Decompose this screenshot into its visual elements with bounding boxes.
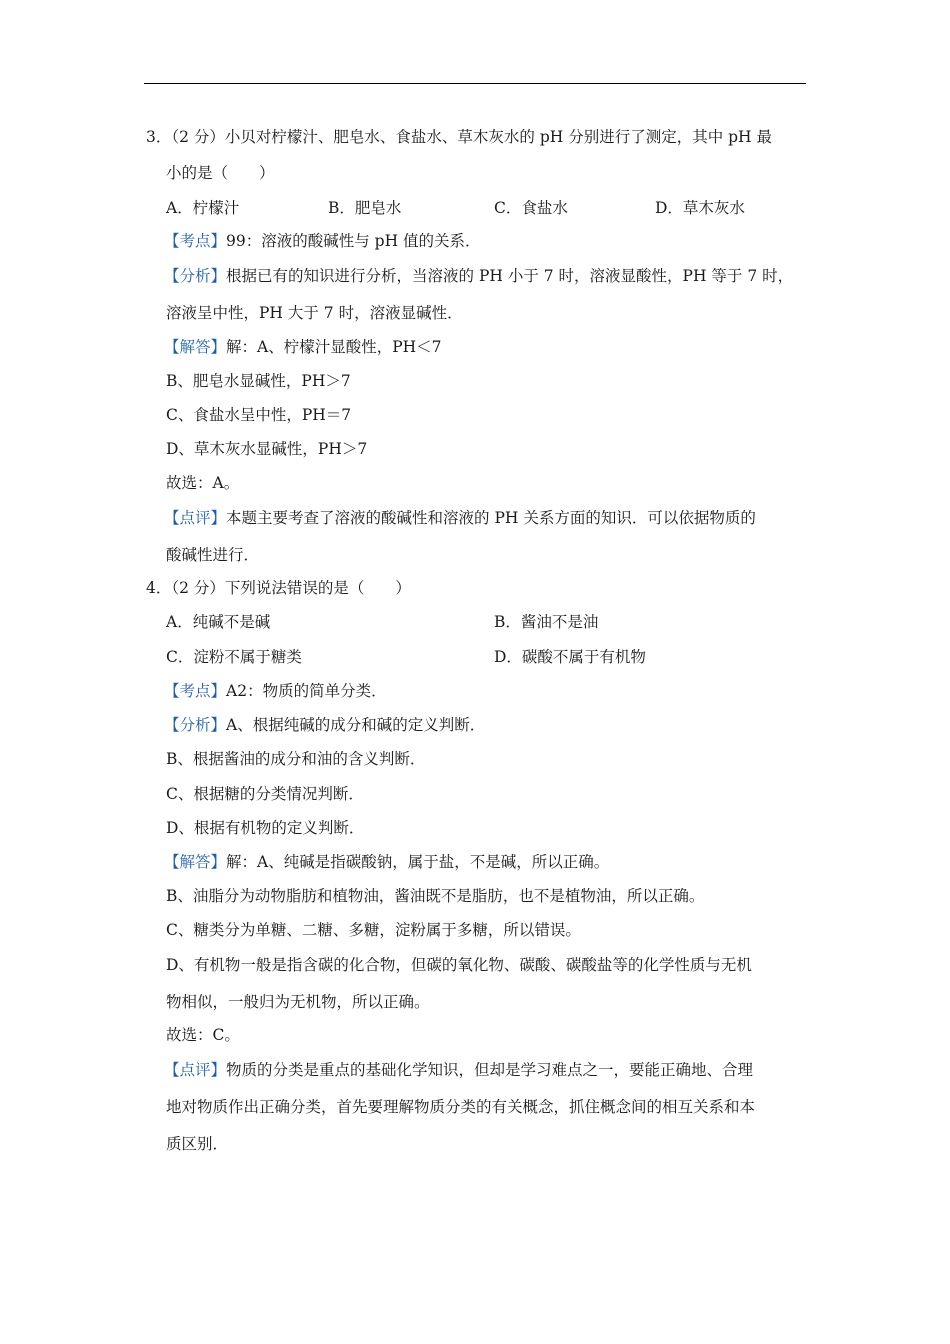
q3-dianping-line2: 酸碱性进行． xyxy=(166,546,260,564)
q3-jieda-line4: D、草木灰水显碱性，PH＞7 xyxy=(166,440,368,458)
jieda-tag: 【解答】 xyxy=(164,338,227,356)
q4-option-c: C．淀粉不属于糖类 xyxy=(166,648,302,666)
q4-dianping-line1 xyxy=(164,1060,753,1080)
q3-option-a: A．柠檬汁 xyxy=(166,199,240,217)
fenxi-tag: 【分析】 xyxy=(164,267,227,285)
fenxi-tag: 【分析】 xyxy=(164,716,227,734)
q3-jieda-line1 xyxy=(164,337,442,357)
dianping-tag: 【点评】 xyxy=(164,509,227,527)
q3-fenxi-line1 xyxy=(164,266,793,286)
q3-jieda-line2: B、肥皂水显碱性，PH＞7 xyxy=(166,372,351,390)
q3-answer: 故选：A。 xyxy=(166,474,240,492)
jieda-text: 解：A、柠檬汁显酸性，PH＜7 xyxy=(226,338,442,356)
q4-option-a: A．纯碱不是碱 xyxy=(166,613,271,631)
q4-stem: 4．（2 分）下列说法错误的是（ ） xyxy=(146,579,411,597)
kaodian-tag: 【考点】 xyxy=(164,682,227,700)
jieda-text: 解：A、纯碱是指碳酸钠，属于盐，不是碱，所以正确。 xyxy=(226,853,610,871)
q4-fenxi-line1 xyxy=(164,715,485,735)
dianping-text: 本题主要考查了溶液的酸碱性和溶液的 PH 关系方面的知识．可以依据物质的 xyxy=(226,509,756,527)
q3-fenxi-line2: 溶液呈中性，PH 大于 7 时，溶液显碱性． xyxy=(166,304,463,322)
q4-option-d: D．碳酸不属于有机物 xyxy=(494,648,646,666)
q4-dianping-line3: 质区别． xyxy=(166,1135,229,1153)
kaodian-text: 99：溶液的酸碱性与 pH 值的关系． xyxy=(226,232,481,250)
q4-jieda-line1 xyxy=(164,852,609,872)
kaodian-tag: 【考点】 xyxy=(164,232,227,250)
q4-fenxi-line3: C、根据糖的分类情况判断． xyxy=(166,785,364,803)
fenxi-text: A、根据纯碱的成分和碱的定义判断． xyxy=(226,716,486,734)
q3-kaodian xyxy=(164,231,481,251)
q3-dianping-line1 xyxy=(164,508,756,528)
q4-fenxi-line2: B、根据酱油的成分和油的含义判断． xyxy=(166,750,426,768)
q3-stem-line2: 小的是（ ） xyxy=(166,164,275,182)
q4-kaodian xyxy=(164,681,387,701)
q4-answer: 故选：C。 xyxy=(166,1026,240,1044)
q4-option-b: B．酱油不是油 xyxy=(494,613,599,631)
q3-option-b: B．肥皂水 xyxy=(328,199,402,217)
q4-jieda-line4: D、有机物一般是指含碳的化合物，但碳的氧化物、碳酸、碳酸盐等的化学性质与无机 xyxy=(166,956,752,974)
q4-jieda-line5: 物相似，一般归为无机物，所以正确。 xyxy=(166,993,430,1011)
q3-stem-line1: 3．（2 分）小贝对柠檬汁、肥皂水、食盐水、草木灰水的 pH 分别进行了测定，其中 pH 最 xyxy=(146,128,772,146)
q3-option-d: D．草木灰水 xyxy=(655,199,745,217)
q4-dianping-line2: 地对物质作出正确分类，首先要理解物质分类的有关概念，抓住概念间的相互关系和本 xyxy=(166,1098,756,1116)
q4-jieda-line3: C、糖类分为单糖、二糖、多糖，淀粉属于多糖，所以错误。 xyxy=(166,921,581,939)
kaodian-text: A2：物质的简单分类． xyxy=(226,682,387,700)
q3-option-c: C．食盐水 xyxy=(494,199,568,217)
jieda-tag: 【解答】 xyxy=(164,853,227,871)
q4-jieda-line2: B、油脂分为动物脂肪和植物油，酱油既不是脂肪，也不是植物油，所以正确。 xyxy=(166,887,705,905)
q3-jieda-line3: C、食盐水呈中性，PH＝7 xyxy=(166,406,352,424)
header-rule xyxy=(144,83,806,84)
dianping-tag: 【点评】 xyxy=(164,1061,227,1079)
dianping-text: 物质的分类是重点的基础化学知识，但却是学习难点之一，要能正确地、合理 xyxy=(226,1061,754,1079)
q4-fenxi-line4: D、根据有机物的定义判断． xyxy=(166,819,365,837)
fenxi-text: 根据已有的知识进行分析，当溶液的 PH 小于 7 时，溶液显酸性，PH 等于 7 时， xyxy=(226,267,794,285)
